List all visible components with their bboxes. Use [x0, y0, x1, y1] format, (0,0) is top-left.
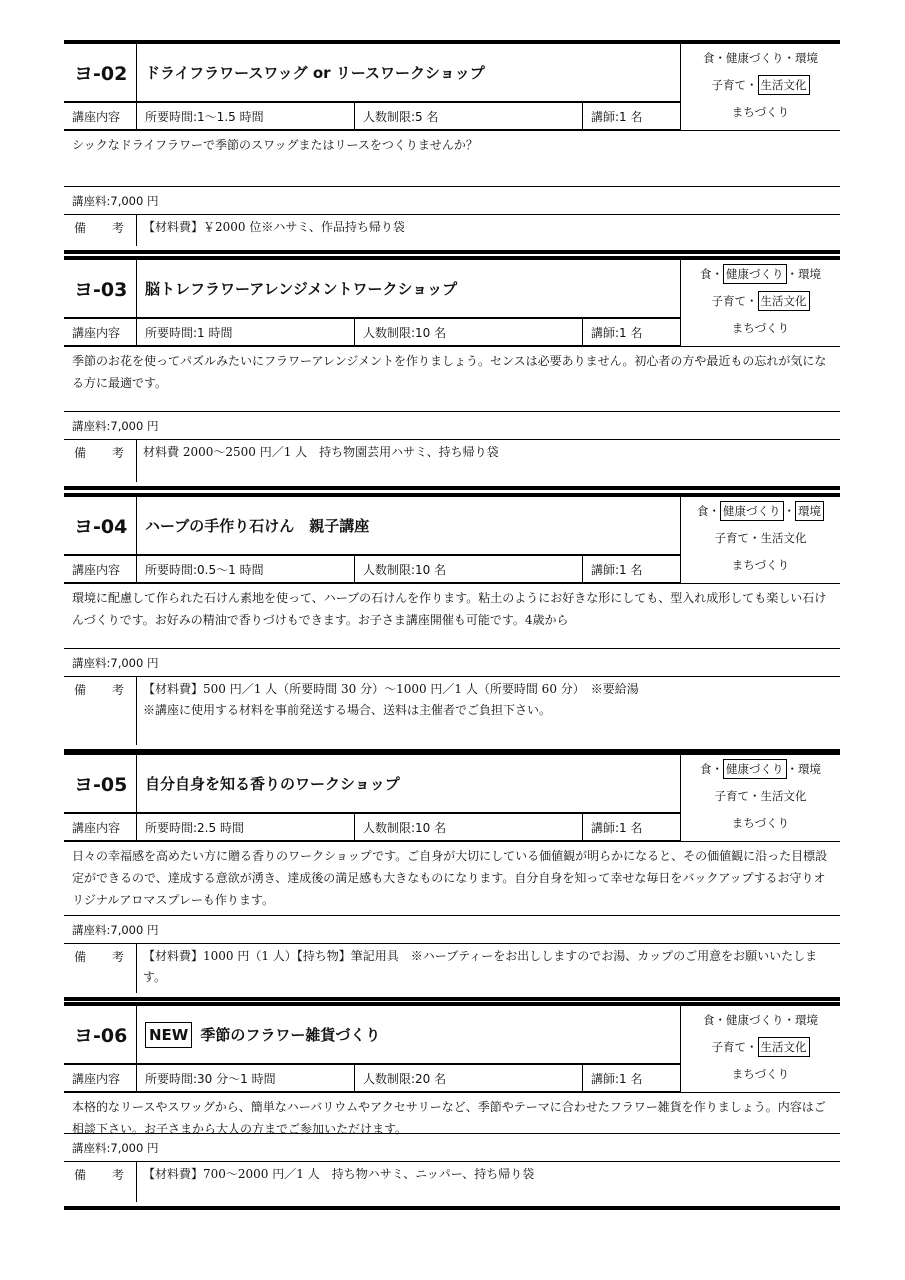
course-fee: 講座料:7,000 円 [72, 922, 159, 937]
course-code: ヨ-06 [74, 1025, 128, 1047]
instructor-count: 講師:1 名 [582, 556, 680, 582]
course-notes-row [64, 1162, 840, 1202]
course-description: シックなドライフラワーで季節のスワッグまたはリースをつくりませんか？ [72, 138, 478, 152]
course-notes-row [64, 944, 840, 993]
content-label: 講座内容 [72, 1071, 121, 1086]
category-tag: 子育て [714, 531, 749, 545]
category-line-1 [681, 1012, 840, 1028]
category-tag: 健康づくり [726, 1013, 784, 1027]
category-tag: まちづくり [731, 105, 790, 119]
course-description: 本格的なリースやスワッグから、簡単なハーバリウムやアクセサリーなど、季節やテーマに合わせたフラワー雑貨を作りましょう。内容はご相談下さい。お子さまから大人の方までご参加いただけます。 [72, 1100, 826, 1136]
category-tag: 健康づくり [726, 51, 784, 65]
course-title-cell [136, 755, 680, 812]
course-fee-row [64, 187, 840, 215]
course-description-row [64, 841, 840, 916]
course-fee: 講座料:7,000 円 [72, 193, 159, 208]
category-line-1 [681, 761, 840, 777]
course-notes-row [64, 215, 840, 246]
category-line-1 [681, 266, 840, 282]
separator: ・ [786, 762, 798, 776]
separator: ・ [746, 78, 758, 92]
category-tags [680, 260, 840, 347]
course-title-cell [136, 44, 680, 101]
new-badge: NEW [145, 1022, 192, 1048]
category-tag: 健康づくり [723, 759, 787, 779]
course-info-row [64, 813, 680, 841]
category-tag: 生活文化 [760, 789, 807, 803]
separator: ・ [749, 531, 761, 545]
capacity: 人数制限:10 名 [354, 556, 582, 582]
notes-label-char: 考 [111, 446, 124, 460]
course-title: ハーブの手作り石けん 親子講座 [145, 517, 370, 535]
duration: 所要時間:0.5～1 時間 [136, 556, 354, 582]
category-tag: まちづくり [731, 1067, 790, 1081]
instructor-count: 講師:1 名 [582, 319, 680, 345]
category-tag: まちづくり [731, 321, 790, 335]
capacity: 人数制限:10 名 [354, 814, 582, 840]
duration: 所要時間:2.5 時間 [136, 814, 354, 840]
category-tags [680, 44, 840, 131]
instructor-count: 講師:1 名 [582, 814, 680, 840]
course-fee-row [64, 412, 840, 440]
course-title-cell [136, 497, 680, 554]
category-tag: 食 [703, 51, 715, 65]
category-tag: 健康づくり [723, 264, 787, 284]
course-header-row [64, 1006, 680, 1064]
category-tag: 環境 [798, 762, 821, 776]
course-fee: 講座料:7,000 円 [72, 655, 159, 670]
category-tag: まちづくり [731, 558, 790, 572]
category-line-2 [681, 1039, 840, 1055]
category-tag: 環境 [795, 51, 818, 65]
category-tag: 子育て [711, 294, 746, 308]
content-label: 講座内容 [72, 325, 121, 340]
notes-label [64, 1162, 136, 1202]
notes-label-char: 考 [111, 683, 124, 697]
course-fee-row [64, 1134, 840, 1162]
category-line-2 [681, 77, 840, 93]
separator: ・ [708, 504, 720, 518]
course-title: ドライフラワースワッグ or リースワークショップ [145, 64, 485, 82]
course-info-row [64, 1064, 680, 1092]
course-title: 季節のフラワー雑貨づくり [200, 1026, 381, 1044]
category-tag: 子育て [711, 78, 746, 92]
course-title: 自分自身を知る香りのワークショップ [145, 775, 400, 793]
category-tag: 環境 [795, 1013, 818, 1027]
course-info-row [64, 102, 680, 130]
category-tag: 食 [700, 762, 712, 776]
separator: ・ [714, 51, 726, 65]
category-line-2 [681, 788, 840, 804]
category-tag: 食 [703, 1013, 715, 1027]
content-label: 講座内容 [72, 562, 121, 577]
separator: ・ [746, 1040, 758, 1054]
course-description-row [64, 130, 840, 187]
course-header-row [64, 497, 680, 555]
notes-label-char: 考 [111, 950, 124, 964]
instructor-count: 講師:1 名 [582, 1065, 680, 1091]
capacity: 人数制限:20 名 [354, 1065, 582, 1091]
category-tag: 生活文化 [758, 1037, 810, 1057]
course-notes: 【材料費】500 円／1 人（所要時間 30 分）～1000 円／1 人（所要時間 60 分） ※要給湯 ※講座に使用する材料を事前発送する場合、送料は主催者でご負担下さい。 [136, 677, 840, 745]
course-header-row [64, 755, 680, 813]
category-tags [680, 1006, 840, 1093]
course-card [64, 40, 840, 254]
content-label: 講座内容 [72, 109, 121, 124]
course-header-row [64, 260, 680, 318]
capacity: 人数制限:10 名 [354, 319, 582, 345]
course-title-cell [136, 260, 680, 317]
content-label: 講座内容 [72, 820, 121, 835]
notes-label-char: 備 [74, 221, 87, 235]
separator: ・ [783, 1013, 795, 1027]
course-fee: 講座料:7,000 円 [72, 1140, 159, 1155]
notes-label [64, 677, 136, 745]
category-tag: 健康づくり [720, 501, 784, 521]
course-card [64, 493, 840, 753]
duration: 所要時間:1 時間 [136, 319, 354, 345]
course-card [64, 1002, 840, 1210]
category-tag: 食 [700, 267, 712, 281]
category-tag: 子育て [711, 1040, 746, 1054]
category-tag: 生活文化 [760, 531, 807, 545]
category-line-1 [681, 503, 840, 519]
category-tag: 食 [697, 504, 709, 518]
course-notes-row [64, 440, 840, 482]
course-fee: 講座料:7,000 円 [72, 418, 159, 433]
duration: 所要時間:1～1.5 時間 [136, 103, 354, 129]
course-header-row [64, 44, 680, 102]
course-notes: 材料費 2000～2500 円／1 人 持ち物園芸用ハサミ、持ち帰り袋 [136, 440, 840, 482]
course-card [64, 256, 840, 490]
notes-label [64, 944, 136, 993]
separator: ・ [711, 762, 723, 776]
category-tag: 生活文化 [758, 75, 810, 95]
course-description-row [64, 346, 840, 412]
instructor-count: 講師:1 名 [582, 103, 680, 129]
capacity: 人数制限:5 名 [354, 103, 582, 129]
course-code: ヨ-04 [74, 516, 128, 538]
course-notes-row [64, 677, 840, 745]
notes-label-char: 備 [74, 950, 87, 964]
category-tag: まちづくり [731, 816, 790, 830]
course-description-row [64, 1092, 840, 1134]
course-code: ヨ-02 [74, 63, 128, 85]
category-line-2 [681, 530, 840, 546]
separator: ・ [746, 294, 758, 308]
course-description: 季節のお花を使ってパズルみたいにフラワーアレンジメントを作りましょう。センスは必要ありません。初心者の方や最近もの忘れが気になる方に最適です。 [72, 354, 827, 390]
course-fee-row [64, 649, 840, 677]
notes-label-char: 考 [111, 221, 124, 235]
course-description-row [64, 583, 840, 649]
course-description: 環境に配慮して作られた石けん素地を使って、ハーブの石けんを作ります。粘土のようにお好きな形にしても、型入れ成形しても楽しい石けんづくりです。お好みの精油で香りづけもできます。お子さま講座開催も可能です。4歳から [72, 591, 827, 627]
category-tag: 子育て [714, 789, 749, 803]
notes-label-char: 備 [74, 1168, 87, 1182]
duration: 所要時間:30 分～1 時間 [136, 1065, 354, 1091]
notes-label [64, 440, 136, 482]
separator: ・ [783, 504, 795, 518]
category-line-2 [681, 293, 840, 309]
separator: ・ [749, 789, 761, 803]
separator: ・ [786, 267, 798, 281]
notes-label-char: 備 [74, 683, 87, 697]
course-title-cell [136, 1006, 680, 1063]
course-info-row [64, 318, 680, 346]
course-info-row [64, 555, 680, 583]
course-fee-row [64, 916, 840, 944]
separator: ・ [714, 1013, 726, 1027]
separator: ・ [783, 51, 795, 65]
category-line-1 [681, 50, 840, 66]
notes-label-char: 考 [111, 1168, 124, 1182]
course-notes: 【材料費】1000 円（1 人）【持ち物】筆記用具 ※ハーブティーをお出ししますのでお湯、カップのご用意をお願いいたします。 [136, 944, 840, 993]
category-tag: 環境 [798, 267, 821, 281]
notes-label-char: 備 [74, 446, 87, 460]
course-card [64, 751, 840, 1001]
separator: ・ [711, 267, 723, 281]
category-tag: 環境 [795, 501, 824, 521]
notes-label [64, 215, 136, 246]
course-title: 脳トレフラワーアレンジメントワークショップ [145, 280, 458, 298]
course-notes: 【材料費】￥2000 位※ハサミ、作品持ち帰り袋 [136, 215, 840, 246]
category-tags [680, 497, 840, 584]
course-description: 日々の幸福感を高めたい方に贈る香りのワークショップです。ご自身が大切にしている価値観が明らかになると、その価値観に沿った目標設定ができるので、達成する意欲が湧き、達成後の満足感も大きなものになります。自分自身を知って幸せな毎日をバックアップするお守りオリジナルアロマスプレーも作ります。 [72, 849, 828, 907]
category-tags [680, 755, 840, 842]
course-notes: 【材料費】700～2000 円／1 人 持ち物ハサミ、ニッパー、持ち帰り袋 [136, 1162, 840, 1202]
category-tag: 生活文化 [758, 291, 810, 311]
course-code: ヨ-05 [74, 774, 128, 796]
course-code: ヨ-03 [74, 279, 128, 301]
